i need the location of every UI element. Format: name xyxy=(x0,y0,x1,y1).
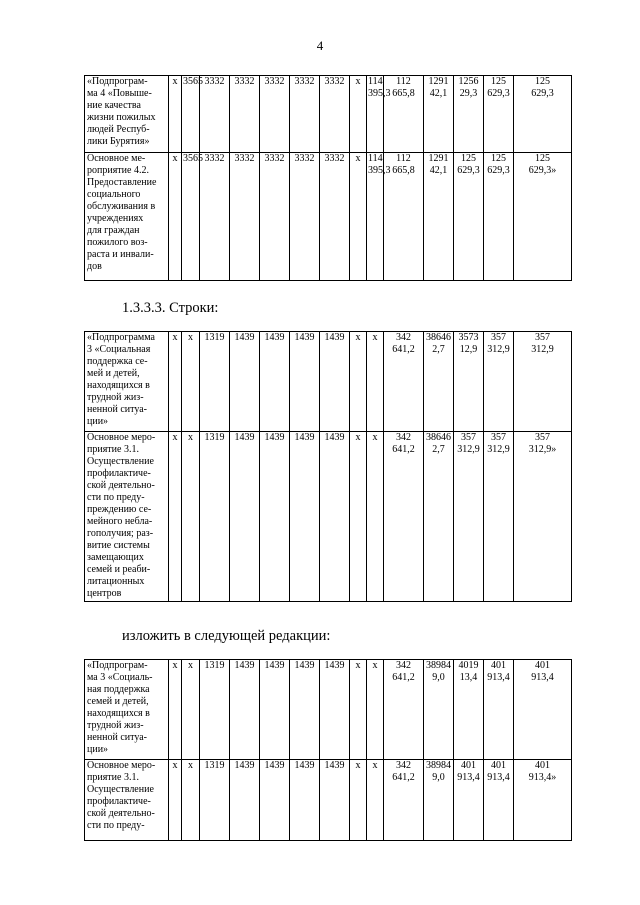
value-cell: 342 641,2 xyxy=(384,332,424,432)
value-cell: 38646 2,7 xyxy=(424,432,454,602)
value-cell: 125 629,3 xyxy=(454,153,484,281)
value-cell: 1439 xyxy=(260,760,290,841)
value-cell: х xyxy=(182,760,200,841)
value-cell: х xyxy=(169,76,182,153)
table-row xyxy=(85,332,572,432)
value-cell: 357 312,9 xyxy=(514,332,572,432)
subprogram-4-table xyxy=(84,75,572,281)
value-cell: х xyxy=(367,332,384,432)
row-name-cell: «Подпрограм- ма 3 «Социаль- ная поддержка семей и детей, находящихся в трудной жиз- ненной ситуа- ции» xyxy=(85,660,169,760)
value-cell: 1439 xyxy=(320,332,350,432)
value-cell: 38646 2,7 xyxy=(424,332,454,432)
table-row xyxy=(85,153,572,281)
value-cell: 342 641,2 xyxy=(384,660,424,760)
value-cell: 3332 xyxy=(230,153,260,281)
value-cell: 3332 xyxy=(290,153,320,281)
value-cell: 357 312,9 xyxy=(454,432,484,602)
page-number: 4 xyxy=(316,38,324,53)
value-cell: 1439 xyxy=(320,760,350,841)
value-cell: 357 312,9 xyxy=(484,432,514,602)
value-cell: 3332 xyxy=(260,76,290,153)
value-cell: х xyxy=(367,660,384,760)
value-cell: 125 629,3 xyxy=(514,76,572,153)
value-cell: 342 641,2 xyxy=(384,432,424,602)
value-cell: 3332 xyxy=(200,153,230,281)
value-cell: х xyxy=(169,332,182,432)
value-cell: х xyxy=(182,332,200,432)
value-cell: 1439 xyxy=(290,332,320,432)
value-cell: 3565 xyxy=(182,76,200,153)
row-name-cell: «Подпрограм- ма 4 «Повыше- ние качества жизни пожилых людей Респуб- лики Бурятия» xyxy=(85,76,169,153)
table-row xyxy=(85,760,572,841)
value-cell: 401 913,4 xyxy=(454,760,484,841)
value-cell: 1439 xyxy=(290,432,320,602)
value-cell: 1439 xyxy=(290,760,320,841)
row-name-cell: Основное меро- приятие 3.1. Осуществление профилактиче- ской деятельно- сти по преду- преждению се- мейного небла- гополучия; раз- витие системы замещающих семей и реаби- литационных центров xyxy=(85,432,169,602)
value-cell: х xyxy=(350,760,367,841)
row-name-cell: «Подпрограмма 3 «Социальная поддержка се- мей и детей, находящихся в трудной жиз- ненной ситуа- ции» xyxy=(85,332,169,432)
value-cell: 1439 xyxy=(230,332,260,432)
value-cell: 3565 xyxy=(182,153,200,281)
value-cell: 1319 xyxy=(200,660,230,760)
subprogram-3-new-table xyxy=(84,659,572,841)
value-cell: 1439 xyxy=(320,432,350,602)
value-cell: 1439 xyxy=(320,660,350,760)
value-cell: 401 913,4 xyxy=(514,660,572,760)
value-cell: х xyxy=(169,153,182,281)
value-cell: х xyxy=(367,432,384,602)
value-cell: 1439 xyxy=(260,332,290,432)
value-cell: 125 629,3» xyxy=(514,153,572,281)
value-cell: 4019 13,4 xyxy=(454,660,484,760)
value-cell: 112 665,8 xyxy=(384,153,424,281)
value-cell: 3332 xyxy=(260,153,290,281)
value-cell: 1256 29,3 xyxy=(454,76,484,153)
value-cell: 3332 xyxy=(290,76,320,153)
value-cell: 125 629,3 xyxy=(484,76,514,153)
value-cell: 114 395,3 xyxy=(367,76,384,153)
value-cell: 1439 xyxy=(260,660,290,760)
value-cell: 401 913,4 xyxy=(484,760,514,841)
value-cell: 3573 12,9 xyxy=(454,332,484,432)
value-cell: 1319 xyxy=(200,332,230,432)
value-cell: 3332 xyxy=(200,76,230,153)
value-cell: 38984 9,0 xyxy=(424,760,454,841)
value-cell: х xyxy=(182,660,200,760)
table-row xyxy=(85,76,572,153)
value-cell: х xyxy=(169,660,182,760)
value-cell: 3332 xyxy=(230,76,260,153)
value-cell: 1439 xyxy=(230,660,260,760)
value-cell: 125 629,3 xyxy=(484,153,514,281)
value-cell: 357 312,9 xyxy=(484,332,514,432)
section-heading-rows: 1.3.3.3. Строки: xyxy=(122,300,219,316)
value-cell: 3332 xyxy=(320,153,350,281)
value-cell: х xyxy=(367,760,384,841)
row-name-cell: Основное меро- приятие 3.1. Осуществление профилактиче- ской деятельно- сти по преду- xyxy=(85,760,169,841)
value-cell: х xyxy=(169,760,182,841)
value-cell: 114 395,3 xyxy=(367,153,384,281)
value-cell: х xyxy=(350,332,367,432)
section-heading-new-edition: изложить в следующей редакции: xyxy=(122,628,331,644)
value-cell: 1319 xyxy=(200,760,230,841)
value-cell: 357 312,9» xyxy=(514,432,572,602)
table-row xyxy=(85,432,572,602)
table-row xyxy=(85,660,572,760)
value-cell: 1319 xyxy=(200,432,230,602)
value-cell: х xyxy=(350,432,367,602)
value-cell: 1439 xyxy=(230,432,260,602)
value-cell: 1439 xyxy=(260,432,290,602)
value-cell: 1291 42,1 xyxy=(424,153,454,281)
value-cell: х xyxy=(350,76,367,153)
value-cell: 401 913,4 xyxy=(484,660,514,760)
value-cell: х xyxy=(169,432,182,602)
subprogram-3-old-table xyxy=(84,331,572,602)
value-cell: 38984 9,0 xyxy=(424,660,454,760)
value-cell: 1291 42,1 xyxy=(424,76,454,153)
value-cell: 3332 xyxy=(320,76,350,153)
value-cell: 342 641,2 xyxy=(384,760,424,841)
value-cell: 1439 xyxy=(230,760,260,841)
value-cell: 1439 xyxy=(290,660,320,760)
row-name-cell: Основное ме- роприятие 4.2. Предоставление социального обслуживания в учреждениях для граждан пожилого воз- раста и инвали- дов xyxy=(85,153,169,281)
value-cell: 401 913,4» xyxy=(514,760,572,841)
value-cell: х xyxy=(182,432,200,602)
value-cell: 112 665,8 xyxy=(384,76,424,153)
value-cell: х xyxy=(350,660,367,760)
value-cell: х xyxy=(350,153,367,281)
